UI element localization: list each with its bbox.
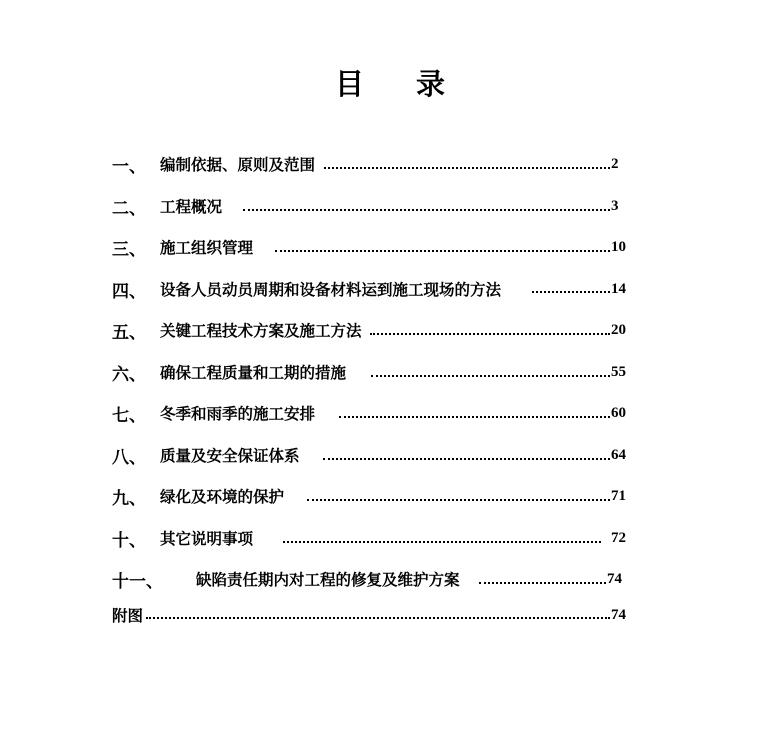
toc-entry-number: 一、 bbox=[112, 156, 146, 177]
title-char-1: 目 bbox=[334, 67, 364, 101]
toc-entry-title: 附图 bbox=[112, 607, 144, 625]
dot-leader bbox=[371, 375, 610, 377]
toc-entry-title: 施工组织管理 bbox=[160, 239, 254, 257]
toc-entry-number: 二、 bbox=[112, 198, 146, 219]
toc-entry-page: 14 bbox=[611, 281, 626, 297]
toc-entry-number: 十一、 bbox=[112, 571, 163, 592]
toc-entry-page: 64 bbox=[611, 447, 626, 463]
toc-entry-title: 确保工程质量和工期的措施 bbox=[160, 364, 347, 382]
toc-entry[interactable] bbox=[112, 277, 501, 301]
dot-leader bbox=[370, 333, 610, 335]
toc-entry[interactable] bbox=[112, 401, 315, 425]
dot-leader bbox=[146, 617, 610, 619]
toc-entry[interactable] bbox=[112, 526, 253, 550]
toc-entry[interactable] bbox=[112, 484, 284, 508]
dot-leader bbox=[532, 291, 610, 293]
toc-entry-title: 冬季和雨季的施工安排 bbox=[160, 405, 316, 423]
toc-entry-number: 五、 bbox=[112, 322, 146, 343]
dot-leader bbox=[479, 582, 606, 584]
toc-entry[interactable] bbox=[112, 360, 346, 384]
toc-entry-page: 74 bbox=[607, 571, 622, 587]
toc-entry-title: 编制依据、原则及范围 bbox=[160, 156, 316, 174]
toc-entry[interactable] bbox=[112, 235, 253, 259]
dot-leader bbox=[323, 458, 610, 460]
toc-entry-number: 三、 bbox=[112, 239, 146, 260]
toc-entry-number: 八、 bbox=[112, 447, 146, 468]
toc-entry-page: 20 bbox=[611, 322, 626, 338]
toc-entry[interactable] bbox=[112, 567, 460, 591]
toc-entry-page: 55 bbox=[611, 364, 626, 380]
toc-entry-number: 九、 bbox=[112, 488, 146, 509]
toc-entry-page: 10 bbox=[611, 239, 626, 255]
toc-entry-title: 绿化及环境的保护 bbox=[160, 488, 285, 506]
toc-entry-number: 七、 bbox=[112, 405, 146, 426]
toc-entry-page: 3 bbox=[611, 198, 619, 214]
toc-entry-title: 关键工程技术方案及施工方法 bbox=[160, 322, 362, 340]
dot-leader bbox=[324, 167, 610, 169]
toc-entry[interactable] bbox=[112, 603, 143, 627]
toc-entry-title: 设备人员动员周期和设备材料运到施工现场的方法 bbox=[160, 281, 502, 299]
toc-entry-page: 74 bbox=[611, 607, 626, 623]
toc-entry-number: 十、 bbox=[112, 530, 146, 551]
dot-leader bbox=[307, 499, 610, 501]
dot-leader bbox=[275, 250, 610, 252]
toc-entry-number: 六、 bbox=[112, 364, 146, 385]
toc-entry-page: 2 bbox=[611, 156, 619, 172]
toc-entry-page: 60 bbox=[611, 405, 626, 421]
toc-entry-page: 71 bbox=[611, 488, 626, 504]
toc-entry-page: 72 bbox=[611, 530, 626, 546]
toc-entry-number: 四、 bbox=[112, 281, 146, 302]
dot-leader bbox=[243, 209, 610, 211]
toc-entry-title: 工程概况 bbox=[160, 198, 223, 216]
toc-entry-title: 质量及安全保证体系 bbox=[160, 447, 300, 465]
dot-leader bbox=[283, 541, 601, 543]
toc-entry-title: 缺陷责任期内对工程的修复及维护方案 bbox=[196, 571, 460, 589]
dot-leader bbox=[339, 416, 610, 418]
toc-entry[interactable] bbox=[112, 318, 362, 342]
toc-entry[interactable] bbox=[112, 194, 222, 218]
title-char-2: 录 bbox=[416, 67, 446, 101]
toc-entry-title: 其它说明事项 bbox=[160, 530, 254, 548]
toc-entry[interactable] bbox=[112, 152, 315, 176]
toc-entry[interactable] bbox=[112, 443, 300, 467]
